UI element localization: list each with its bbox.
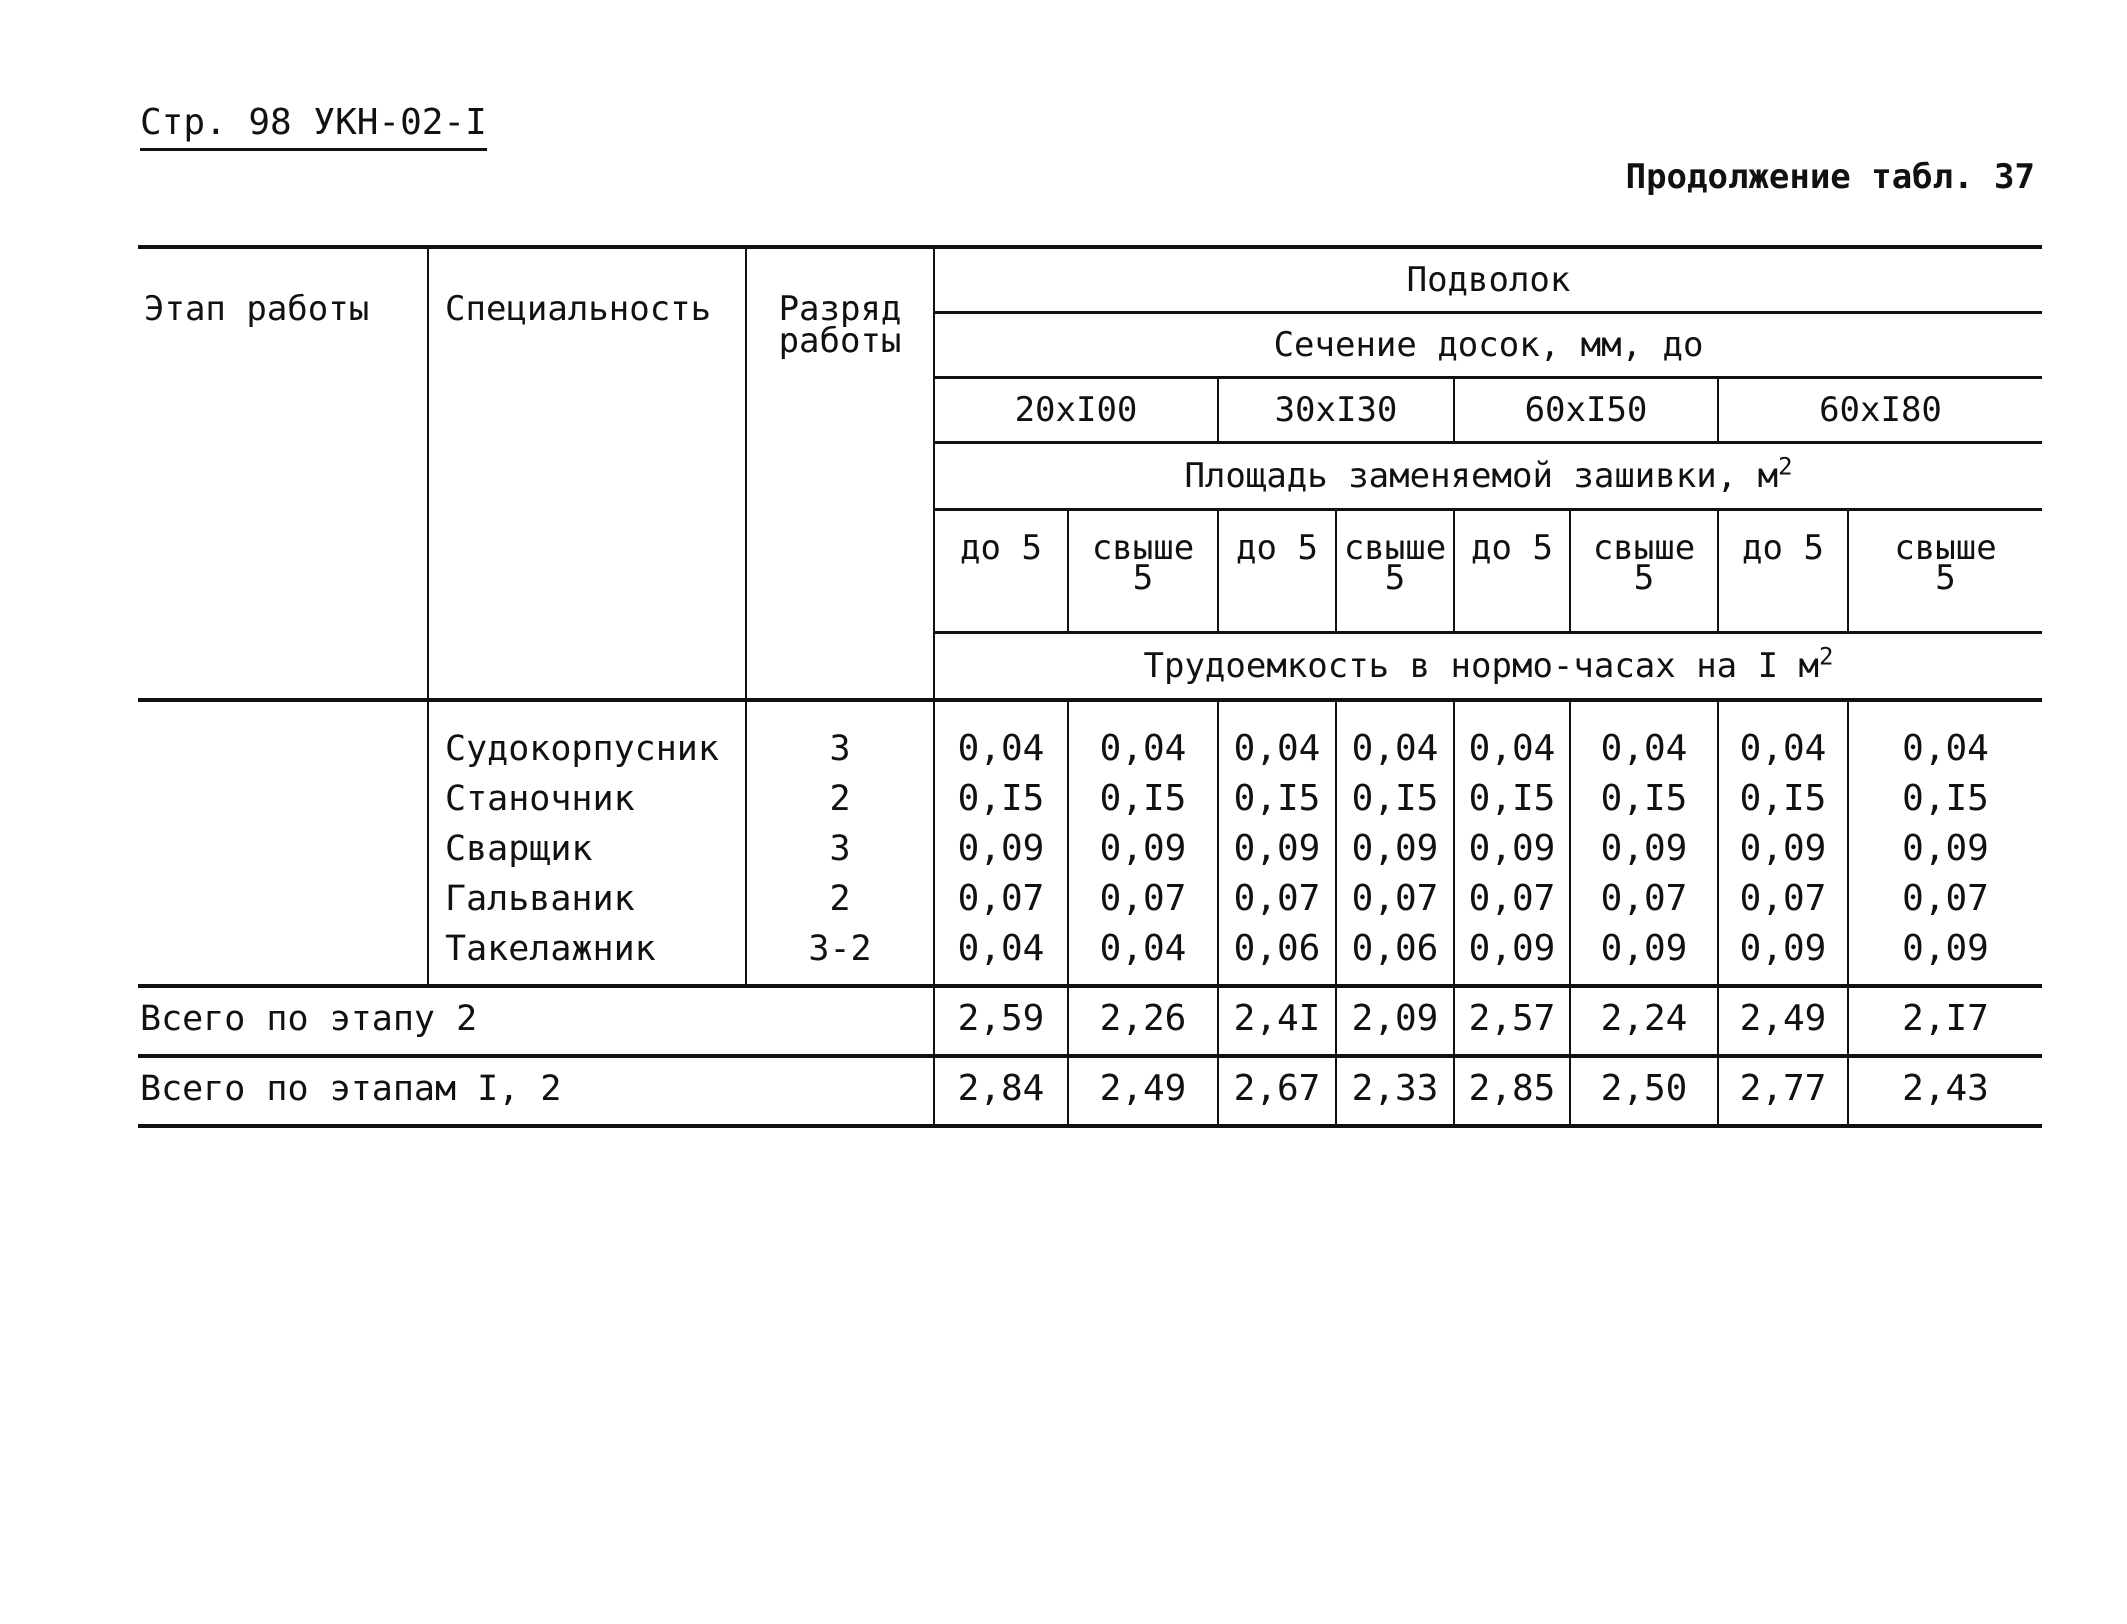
total-row [138,1056,2042,1126]
header-area [934,443,2042,510]
specialty-cell: Станочник [428,774,746,824]
total-value-cell: 2,85 [1454,1056,1570,1126]
total-value-cell: 2,24 [1570,986,1718,1056]
header-section-4: 60хI80 [1718,378,2042,443]
header-area-col-6: свыше 5 [1570,510,1718,633]
value-cell: 0,07 [934,874,1068,924]
total-value-cell: 2,49 [1068,1056,1218,1126]
total-value-cell: 2,43 [1848,1056,2042,1126]
value-cell: 0,04 [1218,700,1336,774]
total-value-cell: 2,57 [1454,986,1570,1056]
value-cell: 0,04 [1718,700,1848,774]
header-section-2: 30хI30 [1218,378,1454,443]
header-area-col-1: до 5 [934,510,1068,633]
header-board-section: Сечение досок, мм, до [934,313,2042,378]
value-cell: 0,07 [1848,874,2042,924]
rank-cell: 3 [746,824,934,874]
value-cell: 0,04 [1570,700,1718,774]
specialty-cell: Судокорпусник [428,700,746,774]
header-labor-unit [934,633,2042,701]
value-cell: 0,04 [934,700,1068,774]
value-cell: 0,09 [934,824,1068,874]
value-cell: 0,04 [1336,700,1454,774]
total-value-cell: 2,4I [1218,986,1336,1056]
specialty-cell: Такелажник [428,924,746,986]
value-cell: 0,I5 [1336,774,1454,824]
header-group-podvolok: Подволок [934,247,2042,313]
value-cell: 0,09 [1570,824,1718,874]
rank-cell: 2 [746,874,934,924]
value-cell: 0,07 [1454,874,1570,924]
value-cell: 0,06 [1336,924,1454,986]
total-value-cell: 2,84 [934,1056,1068,1126]
value-cell: 0,04 [1454,700,1570,774]
total-value-cell: 2,77 [1718,1056,1848,1126]
value-cell: 0,09 [1570,924,1718,986]
rank-cell: 3 [746,700,934,774]
value-cell: 0,07 [1068,874,1218,924]
specialty-cell: Сварщик [428,824,746,874]
value-cell: 0,09 [1068,824,1218,874]
total-value-cell: 2,49 [1718,986,1848,1056]
value-cell: 0,09 [1718,824,1848,874]
value-cell: 0,I5 [1454,774,1570,824]
total-value-cell: 2,09 [1336,986,1454,1056]
value-cell: 0,I5 [934,774,1068,824]
header-labor-unit-text: Трудоемкость в нормо-часах на I м [1143,646,1820,686]
header-area-col-2: свыше 5 [1068,510,1218,633]
header-area-col-7: до 5 [1718,510,1848,633]
value-cell: 0,I5 [1848,774,2042,824]
value-cell: 0,07 [1336,874,1454,924]
value-cell: 0,09 [1848,824,2042,874]
header-rank [746,247,934,700]
specialty-cell: Гальваник [428,874,746,924]
header-specialty: Специальность [428,247,746,700]
value-cell: 0,07 [1570,874,1718,924]
stage-cell-empty [138,700,428,986]
total-stages-1-2-label: Всего по этапам I, 2 [138,1056,934,1126]
total-value-cell: 2,33 [1336,1056,1454,1126]
header-area-col-4: свыше 5 [1336,510,1454,633]
value-cell: 0,04 [934,924,1068,986]
labor-norms-table [138,245,2042,1128]
header-area-text: Площадь заменяемой зашивки, м [1184,456,1779,496]
page-reference: Стр. 98 УКН-02-I [140,100,487,151]
table-row [138,700,2042,774]
total-value-cell: 2,I7 [1848,986,2042,1056]
header-area-col-3: до 5 [1218,510,1336,633]
value-cell: 0,09 [1336,824,1454,874]
value-cell: 0,I5 [1068,774,1218,824]
header-rank-line2: работы [778,321,902,361]
table-continuation-title: Продолжение табл. 37 [1625,157,2035,197]
header-section-3: 60хI50 [1454,378,1718,443]
value-cell: 0,09 [1454,924,1570,986]
value-cell: 0,07 [1218,874,1336,924]
header-area-sup: 2 [1778,452,1793,481]
value-cell: 0,04 [1848,700,2042,774]
value-cell: 0,04 [1068,700,1218,774]
value-cell: 0,09 [1218,824,1336,874]
total-value-cell: 2,26 [1068,986,1218,1056]
rank-cell: 2 [746,774,934,824]
total-stage-2-label: Всего по этапу 2 [138,986,934,1056]
header-area-col-8: свыше 5 [1848,510,2042,633]
header-rank-line1: Разряд [778,289,902,329]
rank-cell: 3-2 [746,924,934,986]
total-value-cell: 2,59 [934,986,1068,1056]
value-cell: 0,09 [1454,824,1570,874]
value-cell: 0,04 [1068,924,1218,986]
total-row [138,986,2042,1056]
value-cell: 0,09 [1848,924,2042,986]
header-area-col-5: до 5 [1454,510,1570,633]
value-cell: 0,07 [1718,874,1848,924]
value-cell: 0,09 [1718,924,1848,986]
value-cell: 0,I5 [1718,774,1848,824]
header-labor-unit-sup: 2 [1819,642,1834,671]
value-cell: 0,06 [1218,924,1336,986]
total-value-cell: 2,67 [1218,1056,1336,1126]
value-cell: 0,I5 [1218,774,1336,824]
total-value-cell: 2,50 [1570,1056,1718,1126]
header-stage: Этап работы [138,247,428,700]
header-section-1: 20хI00 [934,378,1218,443]
value-cell: 0,I5 [1570,774,1718,824]
